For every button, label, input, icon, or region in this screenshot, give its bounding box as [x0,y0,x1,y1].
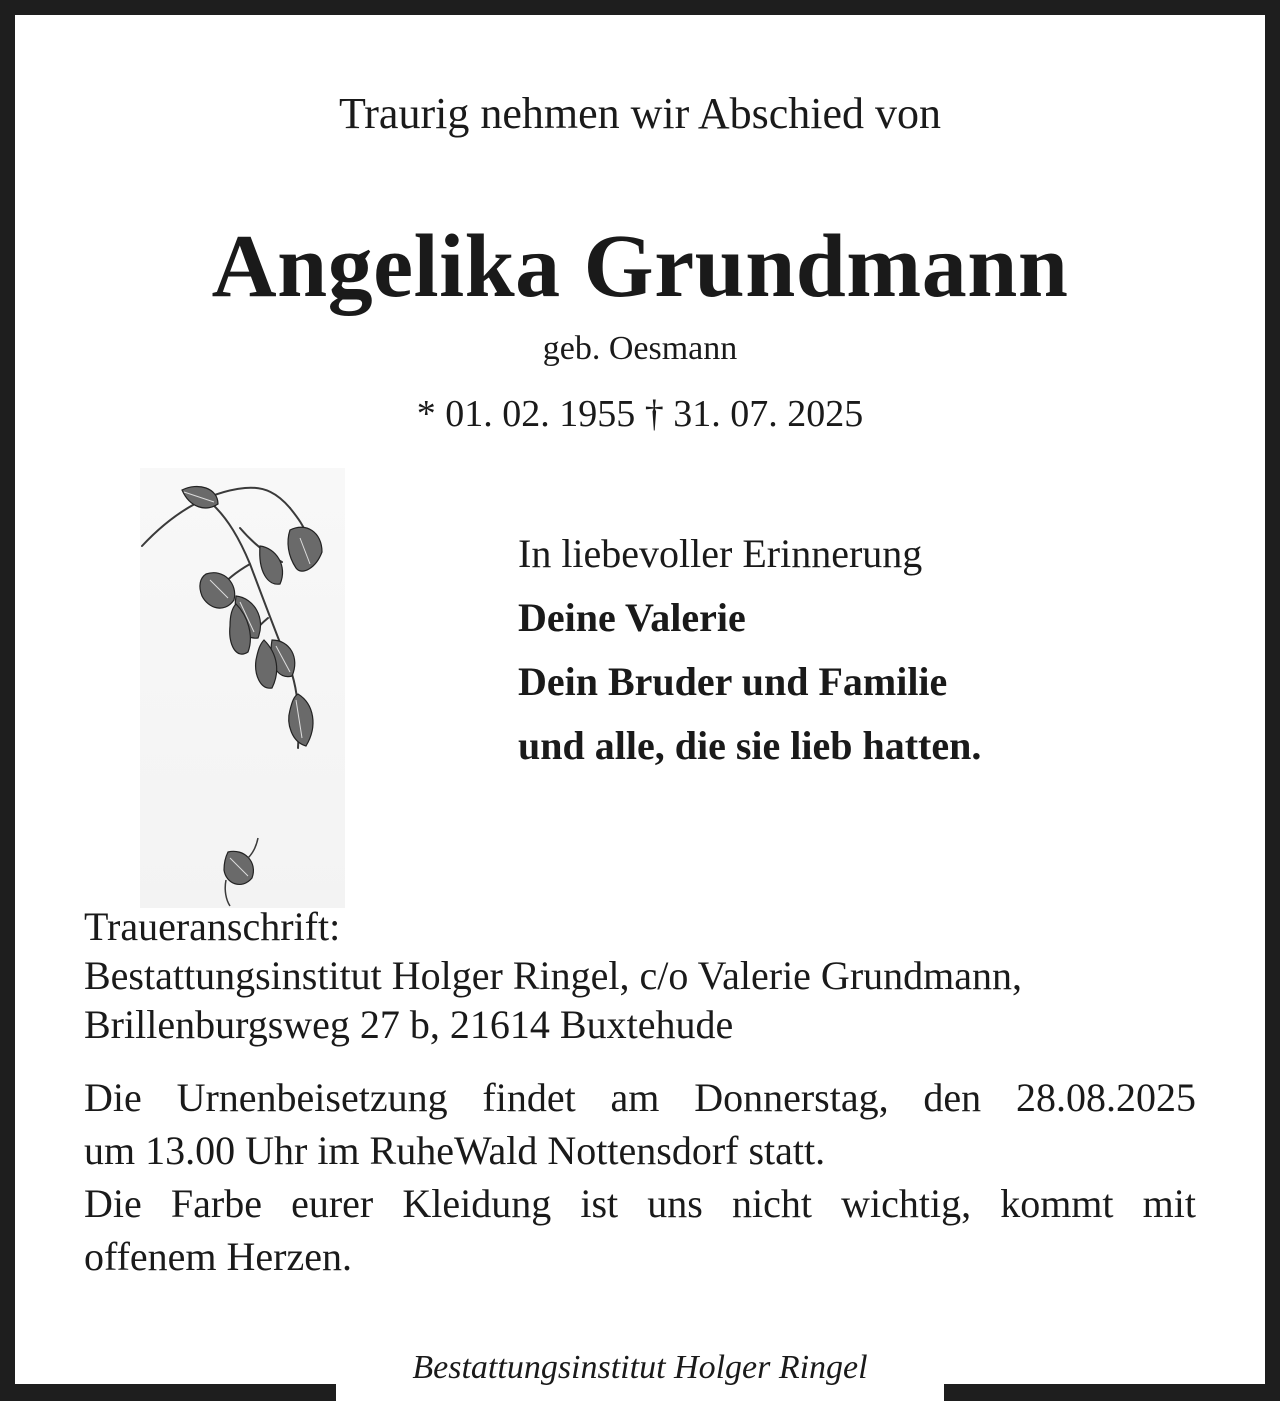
condolence-address [84,902,1022,1049]
mourner-line: Deine Valerie [518,595,746,640]
frame-bottom-left-border [0,1384,336,1401]
burial-notice [84,1071,1196,1283]
address-line: Brillenburgsweg 27 b, 21614 Buxtehude [84,1002,734,1047]
funeral-home-footer: Bestattungsinstitut Holger Ringel [412,1349,868,1386]
notice-line: Die Farbe eurer Kleidung ist uns nicht wichtig, kommt mit [84,1181,1196,1226]
mourner-line: Dein Bruder und Familie [518,659,948,704]
notice-line: offenem Herzen. [84,1234,353,1279]
notice-line: um 13.00 Uhr im RuheWald Nottensdorf statt. [84,1128,826,1173]
address-line: Bestattungsinstitut Holger Ringel, c/o Valerie Grundmann, [84,953,1023,998]
life-dates: * 01. 02. 1955 † 31. 07. 2025 [416,393,864,435]
frame-right-border [1265,0,1280,1401]
frame-bottom-right-border [944,1384,1280,1401]
memory-block [518,522,981,778]
intro-text: Traurig nehmen wir Abschied von [338,89,942,138]
memory-lead: In liebevoller Erinnerung [518,531,923,576]
mourner-line: und alle, die sie lieb hatten. [518,723,982,768]
deceased-name: Angelika Grundmann [211,217,1069,316]
frame-left-border [0,0,15,1401]
notice-line: Die Urnenbeisetzung findet am Donnerstag, den 28.08.2025 [84,1075,1196,1120]
frame-top-border [0,0,1280,15]
birch-branch-icon [140,468,345,908]
address-label: Traueranschrift: [84,904,341,949]
maiden-name: geb. Oesmann [542,330,738,367]
